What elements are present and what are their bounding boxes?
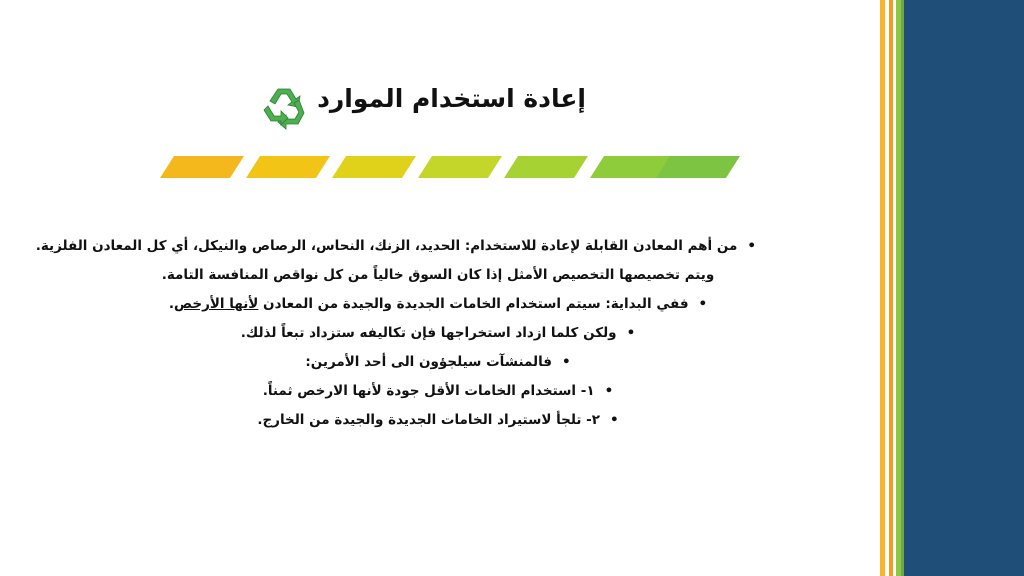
underlined-text: لأنها الأرخص — [173, 296, 259, 312]
line-text: ويتم تخصيصها التخصيص الأمثل إذا كان السوق خالياً من كل نواقص المنافسة التامة. — [161, 267, 715, 283]
body-line-6 — [120, 377, 756, 406]
line-text: ١- استخدام الخامات الأقل جودة لأنها الارخص ثمناً. — [262, 383, 595, 399]
line-text: ٢- تلجأ لاستيراد الخامات الجديدة والجيدة من الخارج. — [257, 412, 601, 428]
line-text: ففي البداية: سيتم استخدام الخامات الجديدة والجيدة من المعادن — [258, 296, 689, 312]
bullet: • — [747, 238, 756, 254]
line-text: فالمنشآت سيلجؤون الى أحد الأمرين: — [305, 354, 553, 370]
body-line-2 — [120, 261, 756, 290]
bullet: • — [698, 296, 708, 312]
bullet: • — [626, 325, 636, 341]
bullet: • — [604, 383, 614, 399]
decorative-stripes-bar — [160, 156, 740, 178]
line-tail: . — [168, 296, 174, 312]
recycle-icon — [258, 83, 310, 135]
body-line-3 — [120, 290, 756, 319]
slide-title: إعادة استخدام الموارد — [317, 84, 586, 113]
body-line-1 — [35, 232, 756, 261]
line-text: ولكن كلما ازداد استخراجها فإن تكاليفه ستزداد تبعاً لذلك. — [240, 325, 617, 341]
bullet: • — [610, 412, 619, 428]
body-line-5 — [120, 348, 756, 377]
body-line-7 — [120, 406, 756, 435]
body-line-4 — [120, 319, 756, 348]
blue-sidebar — [904, 0, 1024, 576]
bullet: • — [562, 354, 571, 370]
line-text: من أهم المعادن القابلة لإعادة للاستخدام: الحديد، الزنك، النحاس، الرصاص والنيكل، أي كل المعادن الفلزية. — [35, 238, 738, 254]
slide-body — [35, 232, 756, 435]
